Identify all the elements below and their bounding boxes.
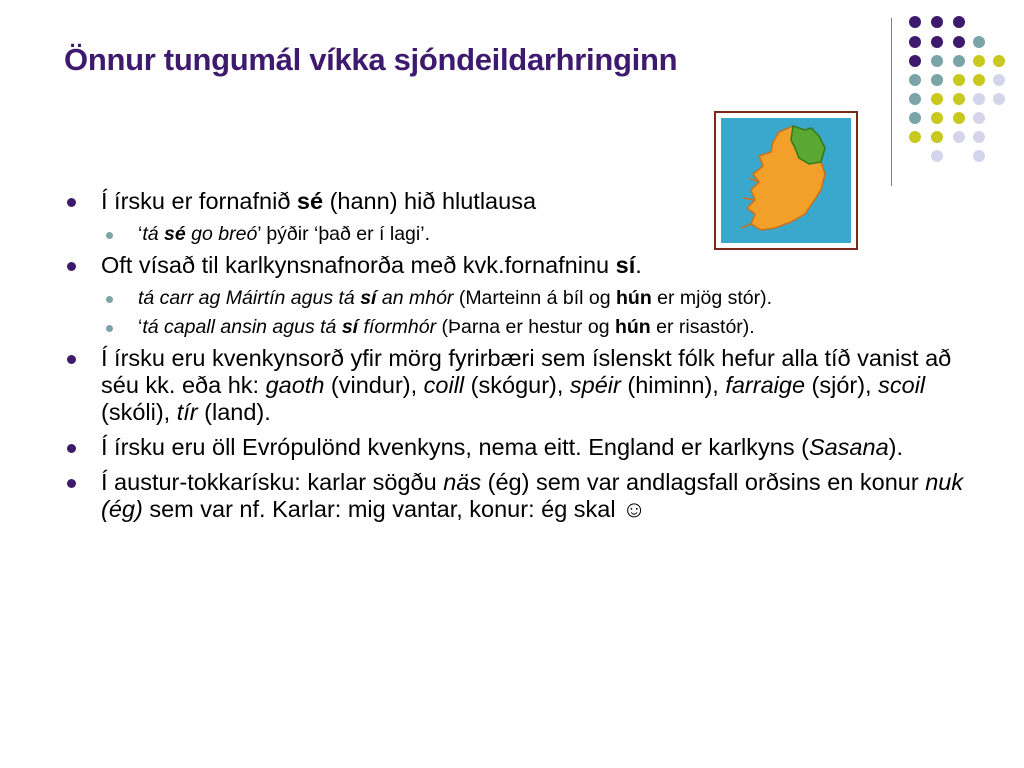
bullet-4: Í írsku eru öll Evrópulönd kvenkyns, nema eitt. England er karlkyns (Sasana). xyxy=(64,434,964,461)
bullet-1-sub-1: ‘tá sé go breó’ þýðir ‘það er í lagi’. xyxy=(64,223,964,246)
bullet-2-sub-1: tá carr ag Máirtín agus tá sí an mhór (Marteinn á bíl og hún er mjög stór). xyxy=(64,287,964,310)
bullet-1: Í írsku er fornafnið sé (hann) hið hlutlausa xyxy=(64,188,964,215)
divider-line xyxy=(891,18,892,186)
smiley-icon: ☺ xyxy=(622,496,647,522)
slide-title: Önnur tungumál víkka sjóndeildarhringinn xyxy=(64,42,678,77)
bullet-5: Í austur-tokkarísku: karlar sögðu näs (ég) sem var andlagsfall orðsins en konur nuk (ég) sem var nf. Karlar: mig vantar, konur: ég skal ☺ xyxy=(64,469,964,523)
bullet-list xyxy=(64,188,964,531)
decorative-dot-grid xyxy=(0,0,1024,200)
bullet-2: Oft vísað til karlkynsnafnorða með kvk.fornafninu sí. xyxy=(64,252,964,279)
bullet-2-sub-2: ‘tá capall ansin agus tá sí fíormhór (Þarna er hestur og hún er risastór). xyxy=(64,316,964,339)
bullet-3: Í írsku eru kvenkynsorð yfir mörg fyrirbæri sem íslenskt fólk hefur alla tíð vanist að séu kk. eða hk: gaoth (vindur), coill (skógur), spéir (himinn), farraige (sjór), scoil (skóli), tír (land). xyxy=(64,345,964,426)
